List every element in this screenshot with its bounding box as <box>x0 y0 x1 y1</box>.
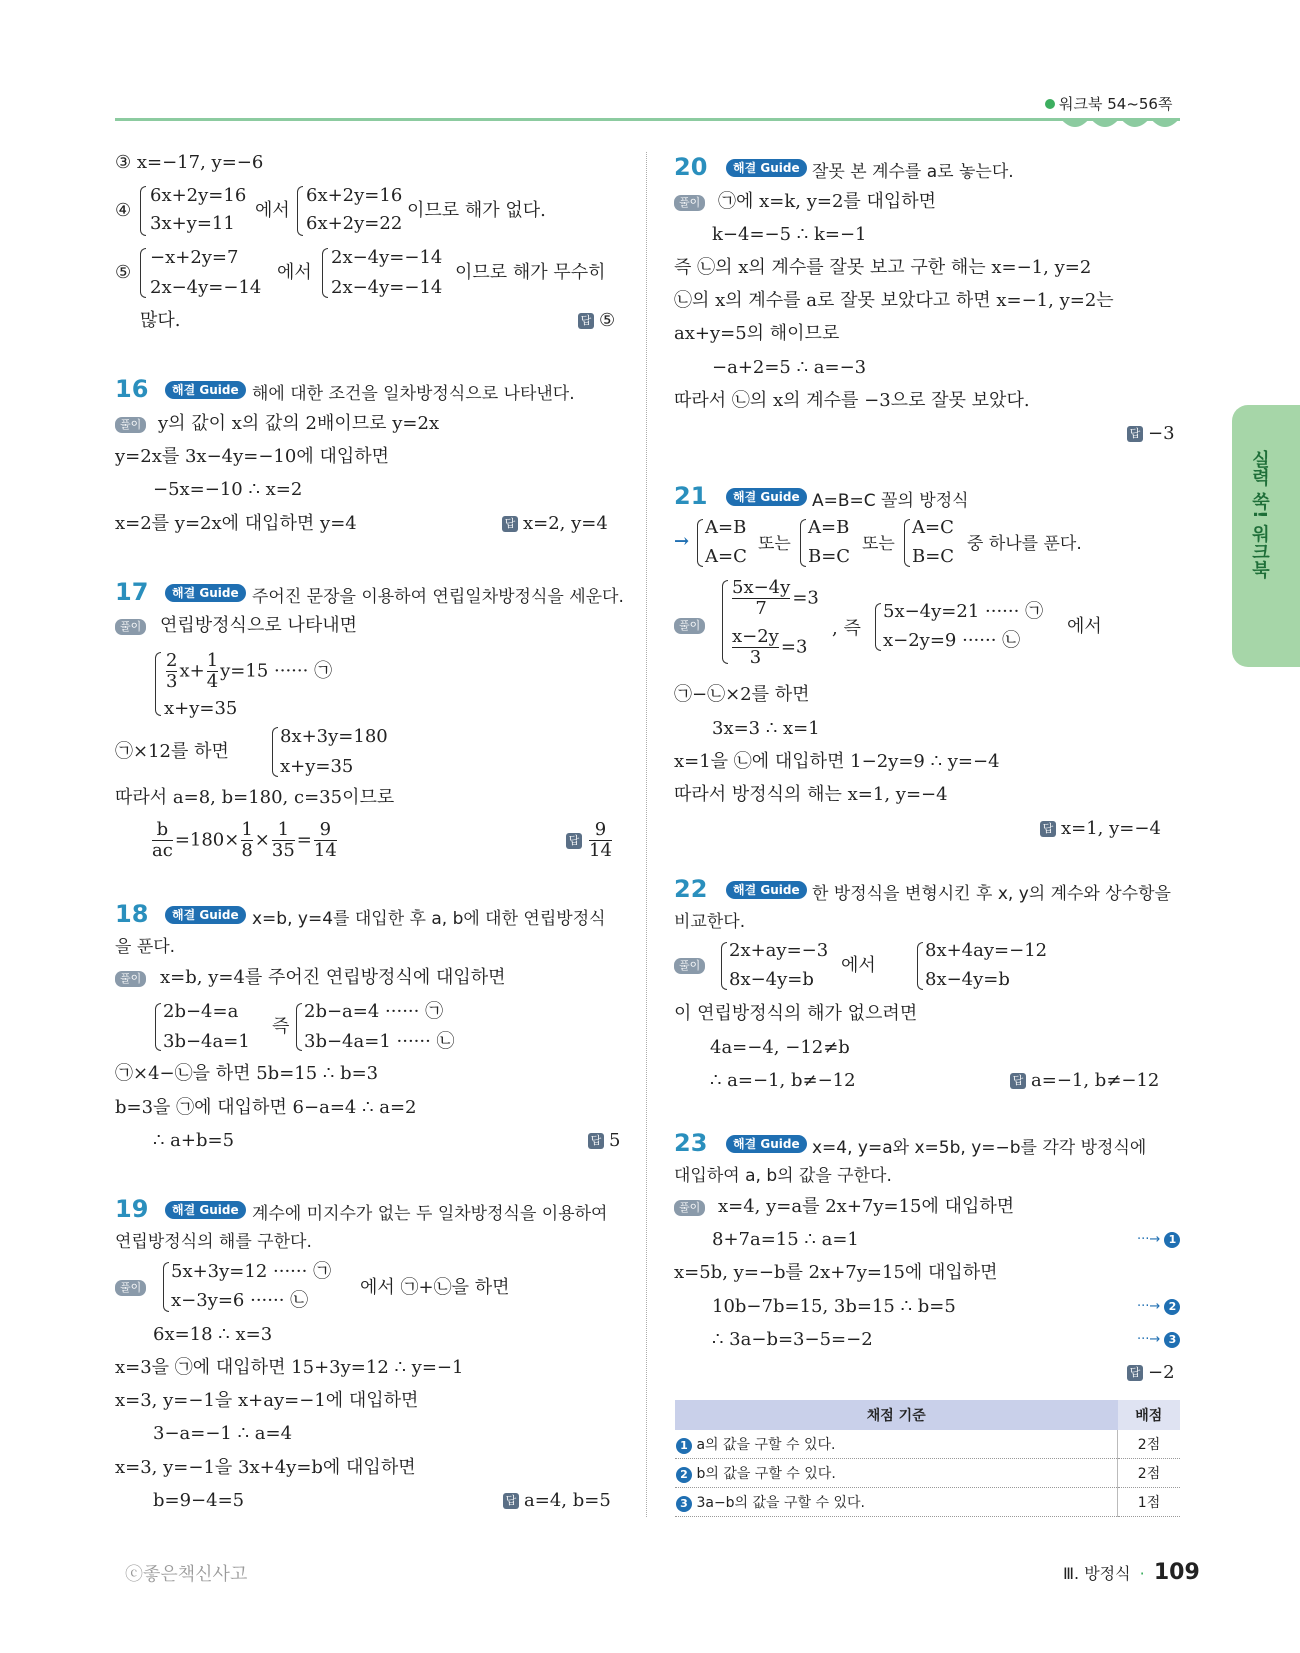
answer <box>566 820 614 861</box>
text: ㉠−㉡×2를 하면 <box>674 684 810 705</box>
header-criteria: 채점 기준 <box>675 1400 1118 1430</box>
text: ∴ a+b=5 <box>153 1130 235 1151</box>
brace <box>155 652 161 716</box>
text: ㉠×12를 하면 <box>115 741 229 762</box>
guide-text: 대입하여 a, b의 값을 구한다. <box>674 1166 892 1186</box>
text: b=3을 ㉠에 대입하면 6−a=4 ∴ a=2 <box>115 1097 417 1118</box>
eq: 2x−4y=−14 <box>331 277 443 298</box>
brace <box>272 727 278 777</box>
brace <box>140 186 146 236</box>
text: 따라서 ㉡의 x의 계수를 −3으로 잘못 보았다. <box>674 390 1030 411</box>
brace <box>800 519 806 567</box>
step-3-icon: 3 <box>1164 1332 1180 1348</box>
text: 8+7a=15 ∴ a=1 <box>712 1229 859 1250</box>
guide-text: 비교한다. <box>674 912 746 932</box>
fraction: $\frac{b}{ac}$ <box>152 819 173 861</box>
text: x=3, y=−1을 x+ay=−1에 대입하면 <box>115 1390 419 1411</box>
answer: 답 ⑤ <box>578 309 615 333</box>
problem-number: 16 <box>115 375 149 403</box>
guide-badge: 해결 Guide <box>165 906 246 924</box>
eq: 2b−4=a <box>163 1001 239 1022</box>
text: 10b−7b=15, 3b=15 ∴ b=5 <box>712 1296 956 1317</box>
text: , 즉 <box>832 618 861 639</box>
p15-line5-marker: ⑤ <box>115 262 132 283</box>
text: x=1을 ㉡에 대입하면 1−2y=9 ∴ y=−4 <box>674 751 1000 772</box>
step-marker: ···→ 1 <box>1137 1228 1180 1252</box>
eq: 2x+ay=−3 <box>729 940 829 961</box>
guide-text: 해에 대한 조건을 일차방정식으로 나타낸다. <box>252 384 575 404</box>
eq: x+y=35 <box>164 698 238 719</box>
step-2-icon: 2 <box>676 1467 692 1483</box>
problem-number: 21 <box>674 482 708 510</box>
guide-text: 연립방정식의 해를 구한다. <box>115 1232 312 1252</box>
text: x=5b, y=−b를 2x+7y=15에 대입하면 <box>674 1262 998 1283</box>
text: 3x=3 ∴ x=1 <box>712 718 820 739</box>
step-1-icon: 1 <box>1164 1232 1180 1248</box>
guide-text: 한 방정식을 변형시킨 후 x, y의 계수와 상수항을 <box>812 884 1171 904</box>
eq: x+y=35 <box>280 756 354 777</box>
answer-icon: 답 <box>502 516 518 532</box>
eq: 8x−4y=b <box>729 969 814 990</box>
eq: $\frac{b}{ac}$ =180× $\frac{1}{8}$ × $\frac{1}{35}$ = $\frac{9}{14}$ <box>152 819 337 861</box>
eq: B=C <box>912 546 955 567</box>
answer-icon: 답 <box>566 833 582 849</box>
arrow-icon: → <box>674 531 690 552</box>
answer-icon: 답 <box>578 313 594 329</box>
answer: 답 5 <box>588 1129 620 1153</box>
text: 에서 <box>255 200 290 221</box>
brace <box>296 1003 302 1051</box>
eq: 3b−4a=1 <box>163 1031 250 1052</box>
text: 따라서 a=8, b=180, c=35이므로 <box>115 787 395 808</box>
scoring-table <box>675 1400 1180 1517</box>
solution-badge: 풀이 <box>674 1200 705 1216</box>
eq: 2x−4y=−14 <box>150 277 262 298</box>
header-wave-decoration <box>1060 118 1182 136</box>
text: x=3, y=−1을 3x+4y=b에 대입하면 <box>115 1457 416 1478</box>
solution-badge: 풀이 <box>115 417 146 433</box>
guide-badge: 해결 Guide <box>726 488 807 506</box>
step-marker: ···→ 3 <box>1137 1328 1180 1352</box>
page-number: 109 <box>1153 1560 1200 1585</box>
text: 연립방정식으로 나타내면 <box>160 615 357 636</box>
workbook-ref: 워크북 54~56쪽 <box>1045 93 1172 114</box>
solution-badge: 풀이 <box>115 1280 146 1296</box>
text: y의 값이 x의 값의 2배이므로 y=2x <box>158 413 440 434</box>
text: 많다. <box>140 310 181 331</box>
step-2-icon: 2 <box>1164 1299 1180 1315</box>
answer: 답 −2 <box>1127 1361 1175 1385</box>
text: 에서 <box>1067 616 1102 637</box>
text: k−4=−5 ∴ k=−1 <box>712 224 867 245</box>
fraction: $\frac{2}{3}$ <box>166 650 178 692</box>
text: 즉 ㉡의 x의 계수를 잘못 보고 구한 해는 x=−1, y=2 <box>674 257 1092 278</box>
step-marker: ···→ 2 <box>1137 1295 1180 1319</box>
text: −a+2=5 ∴ a=−3 <box>712 357 867 378</box>
text: 또는 <box>862 534 895 554</box>
eq: $\frac{x-2y}{3}$ =3 <box>732 626 808 668</box>
brace <box>904 519 910 567</box>
text: ㉡의 x의 계수를 a로 잘못 보았다고 하면 x=−1, y=2는 <box>674 290 1114 311</box>
fraction: $\frac{1}{4}$ <box>206 650 219 692</box>
answer-icon: 답 <box>1010 1073 1026 1089</box>
eq: 5x+3y=12 ······ ㉠ <box>171 1261 332 1282</box>
problem-number: 22 <box>674 875 708 903</box>
guide-text: 을 푼다. <box>115 937 176 957</box>
text: y=2x를 3x−4y=−10에 대입하면 <box>115 446 390 467</box>
footer-chapter: Ⅲ. 방정식 · 109 <box>1063 1560 1200 1585</box>
guide-text: x=4, y=a와 x=5b, y=−b를 각각 방정식에 <box>812 1138 1147 1158</box>
answer: 답 −3 <box>1127 422 1175 446</box>
guide-badge: 해결 Guide <box>726 159 807 177</box>
side-tab-label: 실력 쑥! 워크북 <box>1249 450 1270 579</box>
p15-line3: ③ x=−17, y=−6 <box>115 152 264 173</box>
eq: x−3y=6 ······ ㉡ <box>171 1290 309 1311</box>
eq: 5x−4y=21 ······ ㉠ <box>883 601 1044 622</box>
solution-badge: 풀이 <box>115 619 146 635</box>
problem-number: 19 <box>115 1195 149 1223</box>
green-dot-icon <box>1045 99 1055 109</box>
fraction: $\frac{x-2y}{3}$ <box>732 626 779 668</box>
text: 이 연립방정식의 해가 없으려면 <box>674 1003 918 1024</box>
step-1-icon: 1 <box>676 1438 692 1454</box>
header-points: 배점 <box>1118 1400 1181 1430</box>
answer: 답 a=4, b=5 <box>503 1489 611 1513</box>
copyright: ⓒ좋은책신사고 <box>125 1564 248 1585</box>
guide-text: x=b, y=4를 대입한 후 a, b에 대한 연립방정식 <box>252 909 606 929</box>
step-3-icon: 3 <box>676 1496 692 1512</box>
text: x=4, y=a를 2x+7y=15에 대입하면 <box>718 1196 1015 1217</box>
text: ∴ 3a−b=3−5=−2 <box>712 1329 873 1350</box>
answer-icon: 답 <box>588 1133 604 1149</box>
text: −5x=−10 ∴ x=2 <box>153 479 303 500</box>
text: 중 하나를 푼다. <box>967 534 1082 554</box>
fraction: $\frac{9}{14}$ <box>589 819 612 861</box>
text: 에서 <box>841 955 876 976</box>
text: 즉 <box>272 1016 290 1037</box>
answer-icon: 답 <box>1127 426 1143 442</box>
fraction: $\frac{1}{8}$ <box>241 819 253 861</box>
problem-number: 20 <box>674 153 708 181</box>
guide-text: 잘못 본 계수를 a로 놓는다. <box>812 162 1014 182</box>
table-row: 1 a의 값을 구할 수 있다. 2점 <box>675 1430 1180 1459</box>
guide-badge: 해결 Guide <box>726 1135 807 1153</box>
brace <box>697 519 703 567</box>
guide-badge: 해결 Guide <box>165 381 246 399</box>
header-rule <box>115 118 1180 121</box>
brace <box>721 942 727 990</box>
fraction: $\frac{9}{14}$ <box>313 819 337 861</box>
eq: $\frac{2}{3}$ x+ $\frac{1}{4}$ y=15 ······ ㉠ <box>166 650 333 692</box>
eq: 8x+3y=180 <box>280 726 388 747</box>
eq: 2b−a=4 ······ ㉠ <box>304 1001 444 1022</box>
solution-badge: 풀이 <box>674 958 705 974</box>
eq: 8x+4ay=−12 <box>925 940 1048 961</box>
brace <box>297 186 303 236</box>
brace <box>875 603 881 651</box>
text: 이므로 해가 없다. <box>407 200 546 221</box>
text: 6x=18 ∴ x=3 <box>153 1324 273 1345</box>
eq: 6x+2y=22 <box>306 213 403 234</box>
text: ax+y=5의 해이므로 <box>674 323 840 344</box>
p15-line4-marker: ④ <box>115 200 132 221</box>
table-row: 2 b의 값을 구할 수 있다. 2점 <box>675 1459 1180 1488</box>
brace <box>163 1262 169 1312</box>
table-header <box>675 1400 1180 1430</box>
guide-text: A=B=C 꼴의 방정식 <box>812 491 969 511</box>
text: ㉠×4−㉡을 하면 5b=15 ∴ b=3 <box>115 1063 379 1084</box>
guide-badge: 해결 Guide <box>165 584 246 602</box>
eq: B=C <box>808 546 851 567</box>
solution-badge: 풀이 <box>115 971 146 987</box>
guide-badge: 해결 Guide <box>726 881 807 899</box>
eq: $\frac{5x-4y}{7}$ =3 <box>732 577 819 619</box>
fraction: $\frac{1}{35}$ <box>271 819 295 861</box>
problem-number: 18 <box>115 900 149 928</box>
text: 3−a=−1 ∴ a=4 <box>153 1423 293 1444</box>
eq: A=B <box>705 517 747 538</box>
problem-number: 23 <box>674 1129 708 1157</box>
text: x=3을 ㉠에 대입하면 15+3y=12 ∴ y=−1 <box>115 1357 464 1378</box>
eq: A=C <box>705 546 747 567</box>
text: 4a=−4, −12≠b <box>710 1037 850 1058</box>
brace <box>155 1003 161 1051</box>
brace <box>917 942 923 990</box>
text: 이므로 해가 무수히 <box>455 262 606 283</box>
table-row: 3 3a−b의 값을 구할 수 있다. 1점 <box>675 1488 1180 1517</box>
text: 따라서 방정식의 해는 x=1, y=−4 <box>674 784 948 805</box>
text: 또는 <box>758 534 791 554</box>
text: 에서 ㉠+㉡을 하면 <box>360 1277 510 1298</box>
text: ∴ a=−1, b≠−12 <box>710 1070 856 1091</box>
eq: A=C <box>912 517 954 538</box>
guide-text: 주어진 문장을 이용하여 연립일차방정식을 세운다. <box>252 587 624 607</box>
text: 에서 <box>277 262 312 283</box>
answer-icon: 답 <box>1040 821 1056 837</box>
answer: 답 x=1, y=−4 <box>1040 817 1161 841</box>
text: x=b, y=4를 주어진 연립방정식에 대입하면 <box>160 967 506 988</box>
text: x=2를 y=2x에 대입하면 y=4 <box>115 513 357 534</box>
eq: 6x+2y=16 <box>306 185 403 206</box>
eq: 2x−4y=−14 <box>331 247 443 268</box>
text: b=9−4=5 <box>153 1490 245 1511</box>
solution-badge: 풀이 <box>674 195 705 211</box>
answer: 답 x=2, y=4 <box>502 512 608 536</box>
eq: 8x−4y=b <box>925 969 1010 990</box>
guide-text: 계수에 미지수가 없는 두 일차방정식을 이용하여 <box>252 1204 608 1224</box>
eq: x−2y=9 ······ ㉡ <box>883 630 1021 651</box>
eq: −x+2y=7 <box>150 247 239 268</box>
brace <box>322 248 328 298</box>
guide-badge: 해결 Guide <box>165 1201 246 1219</box>
fraction: $\frac{5x-4y}{7}$ <box>732 577 791 619</box>
answer-icon: 답 <box>503 1493 519 1509</box>
brace <box>722 580 728 664</box>
eq: A=B <box>808 517 850 538</box>
problem-number: 17 <box>115 578 149 606</box>
eq: 6x+2y=16 <box>150 185 247 206</box>
answer-icon: 답 <box>1127 1365 1143 1381</box>
answer: 답 a=−1, b≠−12 <box>1010 1069 1159 1093</box>
column-divider <box>646 152 647 1517</box>
solution-badge: 풀이 <box>674 618 705 634</box>
eq: 3b−4a=1 ······ ㉡ <box>304 1031 455 1052</box>
eq: 3x+y=11 <box>150 213 235 234</box>
text: ㉠에 x=k, y=2를 대입하면 <box>718 191 937 212</box>
brace <box>140 248 146 298</box>
